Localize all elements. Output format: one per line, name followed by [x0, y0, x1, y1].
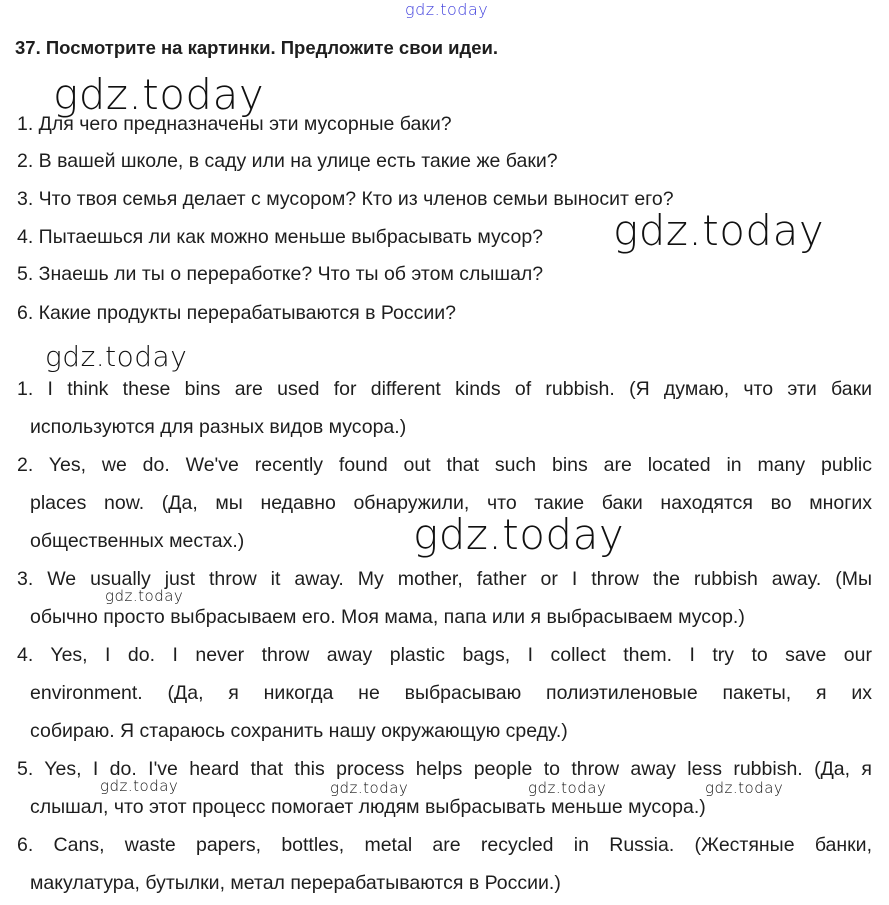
watermark: gdz.today — [45, 340, 188, 373]
answer-1-line: 1. I think these bins are used for different kinds of rubbish. (Я думаю, что эти баки — [17, 378, 872, 400]
answer-6-line: 6. Cans, waste papers, bottles, metal are recycled in Russia. (Жестяные банки, — [17, 834, 872, 856]
exercise-title: 37. Посмотрите на картинки. Предложите свои идеи. — [15, 37, 499, 58]
watermark: gdz.today — [53, 70, 265, 119]
answer-4-line: 4. Yes, I do. I never throw away plastic bags, I collect them. I try to save our — [17, 644, 872, 666]
question-2: 2. В вашей школе, в саду или на улице есть такие же баки? — [17, 150, 558, 172]
watermark: gdz.today — [105, 587, 184, 605]
watermark: gdz.today — [705, 779, 784, 797]
question-6: 6. Какие продукты перерабатываются в России? — [17, 302, 457, 324]
watermark: gdz.today — [528, 779, 607, 797]
answer-6-line: макулатура, бутылки, метал перерабатываются в России.) — [30, 872, 561, 894]
answer-3-line: обычно просто выбрасываем его. Моя мама, папа или я выбрасываем мусор.) — [30, 606, 745, 628]
question-3: 3. Что твоя семья делает с мусором? Кто из членов семьи выносит его? — [17, 188, 674, 210]
question-4: 4. Пытаешься ли как можно меньше выбрасывать мусор? — [17, 226, 544, 248]
answer-5-line: 5. Yes, I do. I've heard that this process helps people to throw away less rubbish. (Да, я — [17, 758, 872, 780]
answer-3-line: 3. We usually just throw it away. My mother, father or I throw the rubbish away. (Мы — [17, 568, 872, 590]
answer-2-line: общественных местах.) — [30, 530, 245, 552]
answer-4-line: environment. (Да, я никогда не выбрасываю полиэтиленовые пакеты, я их — [30, 682, 872, 704]
watermark: gdz.today — [413, 510, 625, 559]
answer-4-line: собираю. Я стараюсь сохранить нашу окружающую среду.) — [30, 720, 568, 742]
answer-2-line: places now. (Да, мы недавно обнаружили, что такие баки находятся во многих — [30, 492, 872, 514]
question-5: 5. Знаешь ли ты о переработке? Что ты об этом слышал? — [17, 263, 544, 285]
answer-1-line: используются для разных видов мусора.) — [30, 416, 407, 438]
answer-2-line: 2. Yes, we do. We've recently found out that such bins are located in many public — [17, 454, 872, 476]
answer-5-line: слышал, что этот процесс помогает людям выбрасывать меньше мусора.) — [30, 796, 706, 818]
question-1: 1. Для чего предназначены эти мусорные баки? — [17, 113, 452, 135]
watermark: gdz.today — [100, 777, 179, 795]
watermark: gdz.today — [613, 206, 825, 255]
watermark: gdz.today — [405, 0, 489, 19]
watermark: gdz.today — [330, 779, 409, 797]
